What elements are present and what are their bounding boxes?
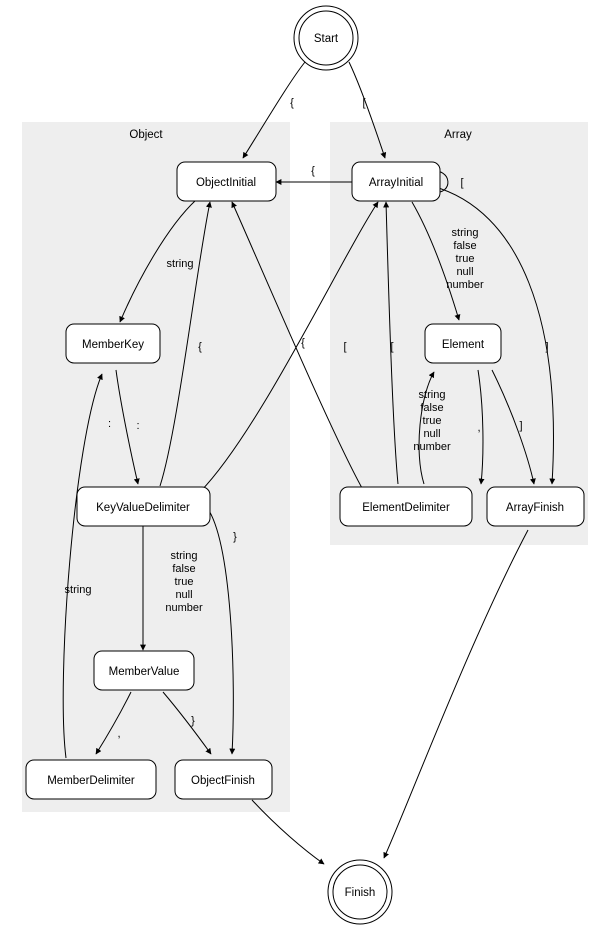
node-finish-label: Finish <box>344 887 376 899</box>
node-member-key[interactable] <box>66 324 160 363</box>
edge-label-member-key-colon: : <box>108 418 112 430</box>
edge-label-member-value-to-object-finish: } <box>191 715 195 727</box>
node-member-value-label: MemberValue <box>108 666 180 678</box>
node-key-value-delimiter-label: KeyValueDelimiter <box>96 502 190 514</box>
edge-label-kvd-to-object-finish: } <box>233 531 237 543</box>
edge-label-kvd-to-array: [ <box>343 341 347 353</box>
node-object-finish-label: ObjectFinish <box>191 775 255 787</box>
edge-label-kvd-values: string false true null number <box>165 550 203 614</box>
edge-label-member-delimiter-to-member-key: string <box>64 584 92 596</box>
node-array-initial-label: ArrayInitial <box>368 177 424 189</box>
node-member-key-label: MemberKey <box>82 339 144 351</box>
edge-label-array-values: string false true null number <box>446 227 484 291</box>
node-object-initial-label: ObjectInitial <box>195 177 257 189</box>
cluster-object-label: Object <box>129 129 163 141</box>
node-object-finish[interactable] <box>175 760 272 799</box>
node-start-label: Start <box>313 33 339 45</box>
edge-label-element-to-array-finish: ] <box>519 420 523 432</box>
edge-label-element-delimiter-to-array: [ <box>390 341 394 353</box>
cluster-array-label: Array <box>444 129 472 141</box>
node-object-initial[interactable] <box>177 162 276 201</box>
node-member-delimiter-label: MemberDelimiter <box>47 775 135 787</box>
cluster-object <box>22 122 290 812</box>
edge-label-start-to-object: { <box>290 97 294 109</box>
edge-label-element-delimiter-to-object: { <box>301 337 305 349</box>
node-start[interactable] <box>294 6 358 70</box>
edge-label-array-initial-to-array-finish: ] <box>545 341 549 353</box>
node-member-delimiter[interactable] <box>26 760 156 799</box>
node-key-value-delimiter[interactable] <box>77 487 210 526</box>
node-finish[interactable] <box>328 860 392 924</box>
node-array-initial[interactable] <box>352 162 440 201</box>
edge-label-object-to-member-key: string <box>166 258 194 270</box>
node-element[interactable] <box>425 324 501 363</box>
edge-label-member-key-to-kvd: : <box>136 420 140 432</box>
node-element-delimiter-label: ElementDelimiter <box>362 502 450 514</box>
edge-label-array-self: [ <box>460 177 464 189</box>
edge-label-start-to-array: [ <box>362 97 366 109</box>
node-element-delimiter[interactable] <box>340 487 472 526</box>
edge-array-finish-to-finish <box>384 530 528 858</box>
edge-label-array-to-object: { <box>311 165 315 177</box>
edge-label-element-delimiter-values: string false true null number <box>413 389 451 453</box>
node-element-label: Element <box>441 339 485 351</box>
edge-label-kvd-to-object: { <box>198 341 202 353</box>
edge-label-element-comma: , <box>477 422 481 434</box>
node-array-finish[interactable] <box>487 487 584 526</box>
node-array-finish-label: ArrayFinish <box>505 502 565 514</box>
edge-label-member-value-comma: , <box>117 728 121 740</box>
node-member-value[interactable] <box>94 651 194 690</box>
